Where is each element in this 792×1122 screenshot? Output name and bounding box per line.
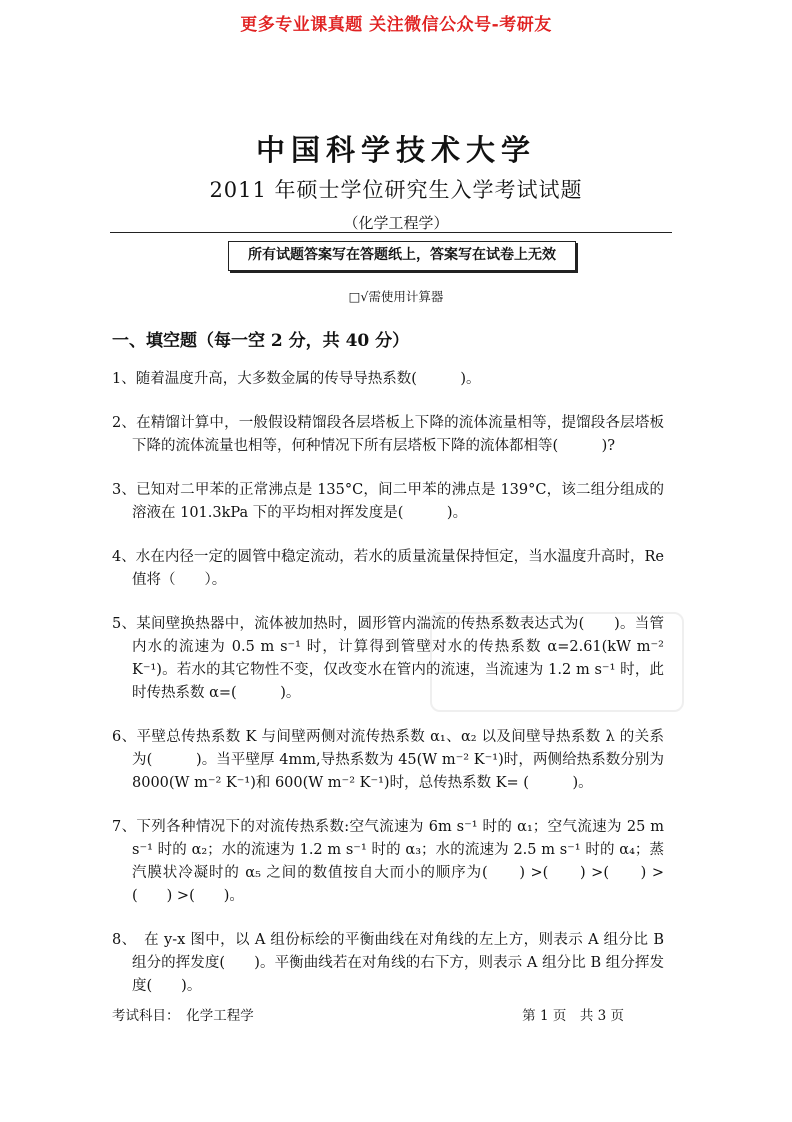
exam-title: 2011 年硕士学位研究生入学考试试题: [209, 178, 583, 202]
faint-watermark: [430, 612, 684, 712]
exam-subject: （化学工程学）: [343, 214, 449, 232]
calculator-note: □√需使用计算器: [348, 289, 444, 304]
question-7: 7、下列各种情况下的对流传热系数:空气流速为 6m s⁻¹ 时的 α₁；空气流速为 25 m s⁻¹ 时的 α₂；水的流速为 1.2 m s⁻¹ 时的 α₃；水的流速为 2.5 m s⁻¹ 时的 α₄；蒸汽膜状冷凝时的 α₅ 之间的数值按自大而小的顺序为( ) >( ) >( ) >( ) >( )。: [112, 819, 664, 904]
footer-subject: 考试科目： 化学工程学: [112, 1008, 254, 1024]
university-name: 中国科学技术大学: [255, 133, 536, 167]
question-2: 2、在精馏计算中，一般假设精馏段各层塔板上下降的流体流量相等，提馏段各层塔板下降的流体流量也相等，何种情况下所有层塔板下降的流体都相等( )?: [112, 415, 664, 454]
promo-banner: 更多专业课真题 关注微信公众号-考研友: [240, 15, 552, 35]
question-5: 5、某间壁换热器中，流体被加热时，圆形管内湍流的传热系数表达式为( )。当管内水的流速为 0.5 m s⁻¹ 时，计算得到管壁对水的传热系数 α=2.61(kW m⁻² K⁻¹)。若水的其它物性不变，仅改变水在管内的流速，当流速为 1.2 m s⁻¹ 时，此时传热系数 α=( )。: [112, 616, 664, 701]
question-6: 6、平壁总传热系数 K 与间壁两侧对流传热系数 α₁、α₂ 以及间壁导热系数 λ 的关系为( )。当平壁厚 4mm,导热系数为 45(W m⁻² K⁻¹)时，两侧给热系数分别为 8000(W m⁻² K⁻¹)和 600(W m⁻² K⁻¹)时，总传热系数 K= ( )。: [112, 729, 664, 791]
question-1: 1、随着温度升高，大多数金属的传导导热系数( )。: [112, 371, 481, 387]
question-4: 4、水在内径一定的圆管中稳定流动，若水的质量流量保持恒定，当水温度升高时，Re 值将（ ）。: [112, 549, 664, 588]
answer-notice-box: 所有试题答案写在答题纸上，答案写在试卷上无效: [228, 241, 576, 271]
header-divider: [110, 232, 672, 233]
question-3: 3、已知对二甲苯的正常沸点是 135°C，间二甲苯的沸点是 139°C，该二组分组成的 溶液在 101.3kPa 下的平均相对挥发度是( )。: [112, 482, 664, 521]
footer-page-number: 第 1 页 共 3 页: [522, 1008, 624, 1024]
section-title: 一、填空题（每一空 2 分，共 40 分）: [112, 331, 410, 351]
question-8: 8、 在 y-x 图中，以 A 组份标绘的平衡曲线在对角线的左上方，则表示 A 组分比 B 组分的挥发度( )。平衡曲线若在对角线的右下方，则表示 A 组分比 B 组分挥发度( )。: [112, 932, 664, 994]
